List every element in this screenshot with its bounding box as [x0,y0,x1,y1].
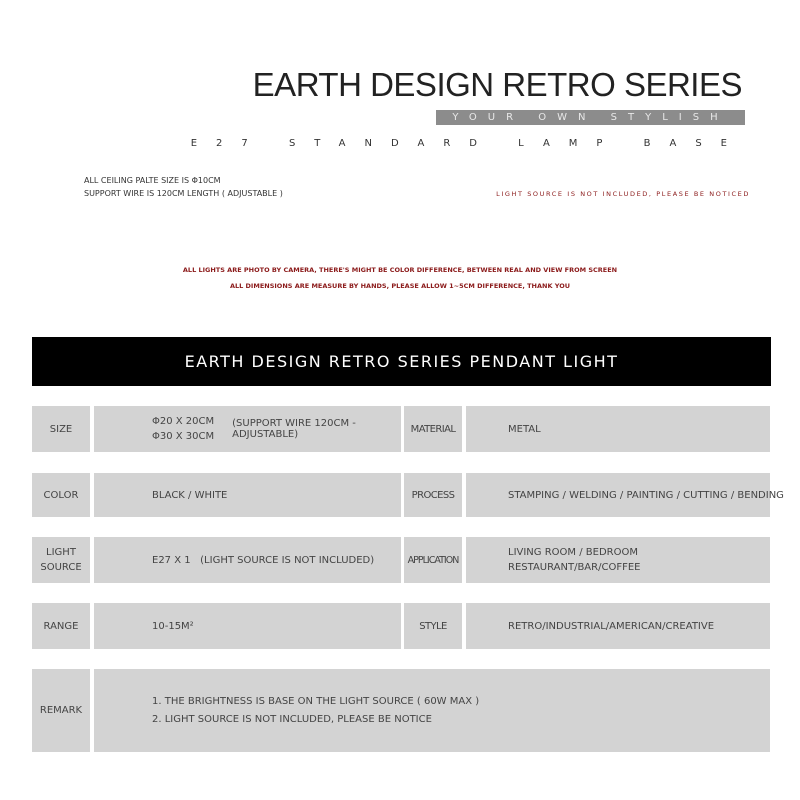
size-values [152,414,214,444]
light-source-label [32,537,90,583]
range-label: RANGE [32,603,90,649]
process-label: PROCESS [404,473,462,517]
light-source-label-text [40,545,81,575]
remark-values [152,693,479,729]
light-label-line1: LIGHT [46,547,76,558]
process-value: STAMPING / WELDING / PAINTING / CUTTING / BENDING [466,473,770,517]
size-label: SIZE [32,406,90,452]
light-source-value: E27 X 1 (LIGHT SOURCE IS NOT INCLUDED) [94,537,401,583]
light-source-notice: LIGHT SOURCE IS NOT INCLUDED, PLEASE BE NOTICED [496,190,750,198]
ceiling-specs-note [84,174,283,200]
dimension-disclaimer: ALL DIMENSIONS ARE MEASURE BY HANDS, PLEASE ALLOW 1~5CM DIFFERENCE, THANK YOU [229,282,571,290]
range-value: 10-15M² [94,603,401,649]
page-title: EARTH DESIGN RETRO SERIES [252,66,742,103]
application-label: APPLICATION [404,537,462,583]
material-label: MATERIAL [404,406,462,452]
application-value-cell [466,537,770,583]
size-value-20: Φ20 X 20CM [152,416,215,427]
lamp-base-subtitle: E27 STANDARD LAMP BASE [190,138,746,149]
style-label: STYLE [404,603,462,649]
remark-label: REMARK [32,669,90,752]
application-values [508,545,640,575]
color-label: COLOR [32,473,90,517]
color-value: BLACK / WHITE [94,473,401,517]
color-disclaimer: ALL LIGHTS ARE PHOTO BY CAMERA, THERE'S MIGHT BE COLOR DIFFERENCE, BETWEEN REAL AND VIEW FROM SCREEN [182,266,618,274]
remark-value-1: 1. THE BRIGHTNESS IS BASE ON THE LIGHT SOURCE ( 60W MAX ) [152,695,480,707]
material-value: METAL [466,406,770,452]
application-value-1: LIVING ROOM / BEDROOM [508,547,638,558]
light-label-line2: SOURCE [40,562,82,573]
support-wire-length: SUPPORT WIRE IS 120CM LENGTH ( ADJUSTABLE ) [84,189,283,198]
remark-value-cell [94,669,770,752]
remark-value-2: 2. LIGHT SOURCE IS NOT INCLUDED, PLEASE BE NOTICE [152,713,432,725]
style-value: RETRO/INDUSTRIAL/AMERICAN/CREATIVE [466,603,770,649]
size-value-cell [94,406,401,452]
ceiling-plate-size: ALL CEILING PALTE SIZE IS Φ10CM [84,176,221,185]
size-value-30: Φ30 X 30CM [152,431,215,442]
product-banner: EARTH DESIGN RETRO SERIES PENDANT LIGHT [32,337,771,386]
application-value-2: RESTAURANT/BAR/COFFEE [508,562,641,573]
tagline-bar: YOUR OWN STYLISH [436,110,745,125]
size-note: (SUPPORT WIRE 120CM - ADJUSTABLE) [232,418,356,440]
